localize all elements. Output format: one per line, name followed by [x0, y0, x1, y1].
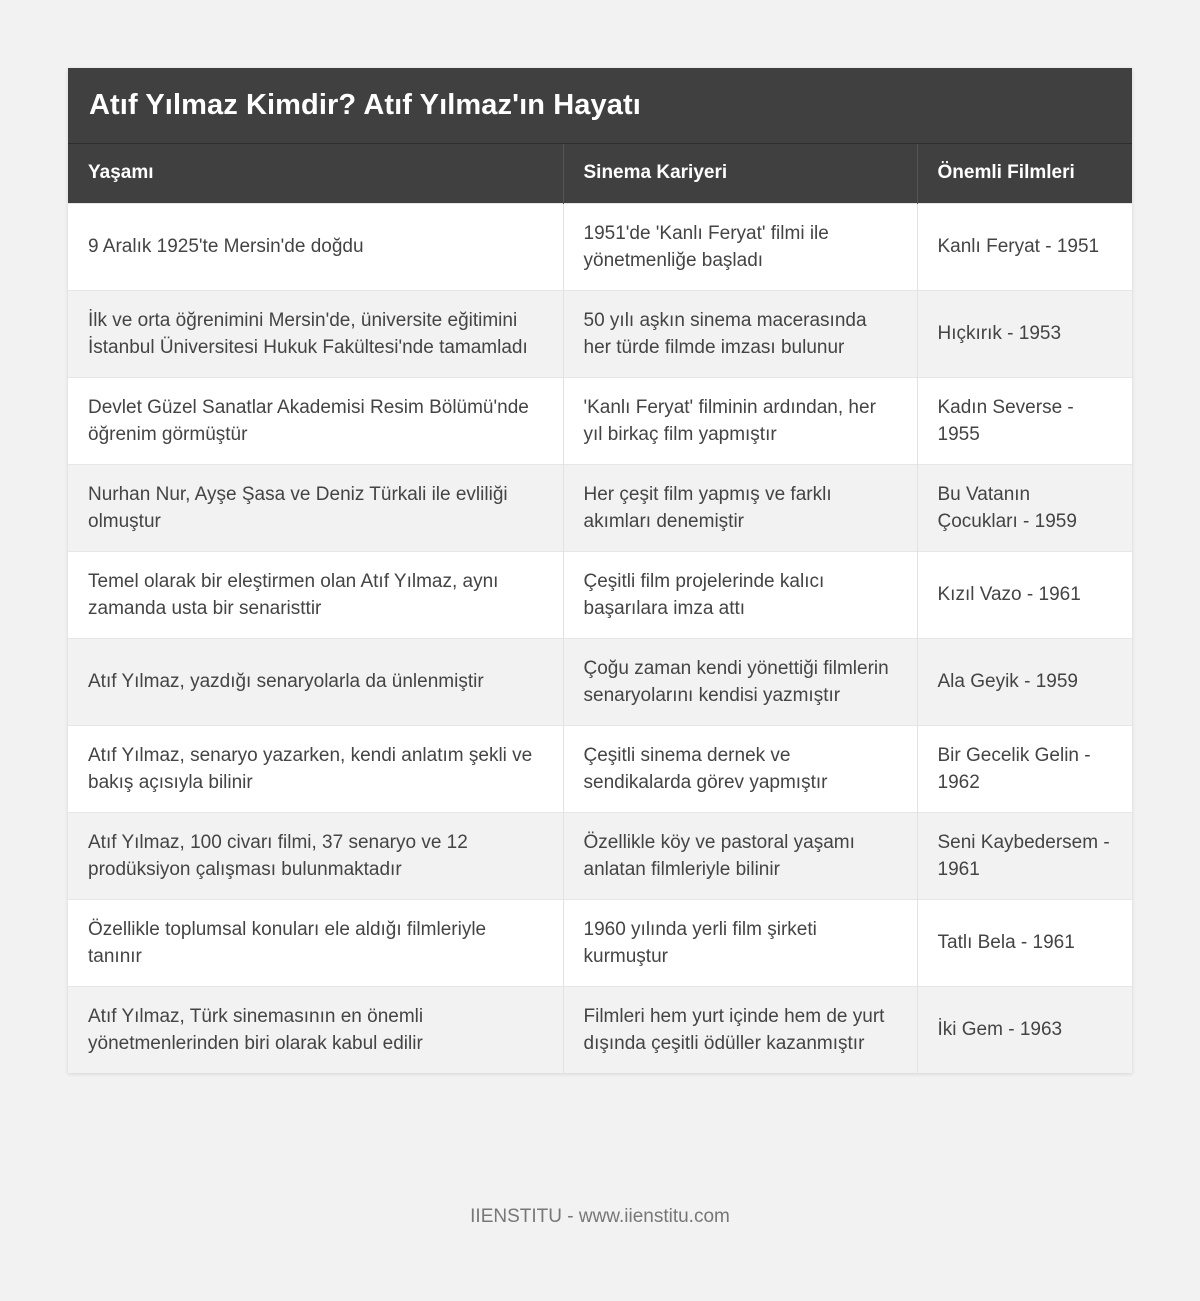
- cell-onemli-filmleri: Hıçkırık - 1953: [917, 290, 1132, 377]
- cell-yasami: 9 Aralık 1925'te Mersin'de doğdu: [68, 203, 563, 290]
- data-table: [68, 144, 1132, 1073]
- cell-onemli-filmleri: Kanlı Feryat - 1951: [917, 203, 1132, 290]
- table-header: [68, 144, 1132, 203]
- table-row: [68, 812, 1132, 899]
- cell-sinema-kariyeri: Çoğu zaman kendi yönettiği filmlerin senaryolarını kendisi yazmıştır: [563, 638, 917, 725]
- cell-sinema-kariyeri: 1951'de 'Kanlı Feryat' filmi ile yönetmenliğe başladı: [563, 203, 917, 290]
- cell-yasami: Atıf Yılmaz, yazdığı senaryolarla da ünlenmiştir: [68, 638, 563, 725]
- cell-sinema-kariyeri: 'Kanlı Feryat' filminin ardından, her yıl birkaç film yapmıştır: [563, 377, 917, 464]
- cell-yasami: Özellikle toplumsal konuları ele aldığı filmleriyle tanınır: [68, 899, 563, 986]
- cell-onemli-filmleri: Kızıl Vazo - 1961: [917, 551, 1132, 638]
- cell-onemli-filmleri: Seni Kaybedersem - 1961: [917, 812, 1132, 899]
- cell-yasami: İlk ve orta öğrenimini Mersin'de, üniversite eğitimini İstanbul Üniversitesi Hukuk Fakültesi'nde tamamladı: [68, 290, 563, 377]
- cell-sinema-kariyeri: 50 yılı aşkın sinema macerasında her türde filmde imzası bulunur: [563, 290, 917, 377]
- cell-onemli-filmleri: Tatlı Bela - 1961: [917, 899, 1132, 986]
- cell-yasami: Atıf Yılmaz, senaryo yazarken, kendi anlatım şekli ve bakış açısıyla bilinir: [68, 725, 563, 812]
- title-bar: [68, 68, 1132, 144]
- cell-sinema-kariyeri: Filmleri hem yurt içinde hem de yurt dışında çeşitli ödüller kazanmıştır: [563, 986, 917, 1073]
- column-header-yasami: Yaşamı: [68, 144, 563, 203]
- table-row: [68, 203, 1132, 290]
- table-row: [68, 377, 1132, 464]
- cell-onemli-filmleri: Bu Vatanın Çocukları - 1959: [917, 464, 1132, 551]
- cell-sinema-kariyeri: Çeşitli film projelerinde kalıcı başarılara imza attı: [563, 551, 917, 638]
- table-row: [68, 638, 1132, 725]
- cell-yasami: Atıf Yılmaz, 100 civarı filmi, 37 senaryo ve 12 prodüksiyon çalışması bulunmaktadır: [68, 812, 563, 899]
- cell-sinema-kariyeri: Çeşitli sinema dernek ve sendikalarda görev yapmıştır: [563, 725, 917, 812]
- table-row: [68, 725, 1132, 812]
- cell-onemli-filmleri: Kadın Severse - 1955: [917, 377, 1132, 464]
- cell-onemli-filmleri: Ala Geyik - 1959: [917, 638, 1132, 725]
- table-row: [68, 551, 1132, 638]
- cell-yasami: Atıf Yılmaz, Türk sinemasının en önemli yönetmenlerinden biri olarak kabul edilir: [68, 986, 563, 1073]
- cell-onemli-filmleri: Bir Gecelik Gelin - 1962: [917, 725, 1132, 812]
- cell-sinema-kariyeri: Özellikle köy ve pastoral yaşamı anlatan filmleriyle bilinir: [563, 812, 917, 899]
- table-row: [68, 290, 1132, 377]
- cell-sinema-kariyeri: Her çeşit film yapmış ve farklı akımları denemiştir: [563, 464, 917, 551]
- cell-onemli-filmleri: İki Gem - 1963: [917, 986, 1132, 1073]
- footer-credit: IIENSTITU - www.iienstitu.com: [470, 1206, 730, 1227]
- table-row: [68, 464, 1132, 551]
- cell-yasami: Devlet Güzel Sanatlar Akademisi Resim Bölümü'nde öğrenim görmüştür: [68, 377, 563, 464]
- table-row: [68, 986, 1132, 1073]
- table-body: [68, 203, 1132, 1073]
- page-title: Atıf Yılmaz Kimdir? Atıf Yılmaz'ın Hayatı: [89, 89, 641, 121]
- column-header-sinema-kariyeri: Sinema Kariyeri: [563, 144, 917, 203]
- column-header-onemli-filmleri: Önemli Filmleri: [917, 144, 1132, 203]
- header-row: [68, 144, 1132, 203]
- cell-yasami: Temel olarak bir eleştirmen olan Atıf Yılmaz, aynı zamanda usta bir senaristtir: [68, 551, 563, 638]
- table-row: [68, 899, 1132, 986]
- cell-sinema-kariyeri: 1960 yılında yerli film şirketi kurmuştur: [563, 899, 917, 986]
- cell-yasami: Nurhan Nur, Ayşe Şasa ve Deniz Türkali ile evliliği olmuştur: [68, 464, 563, 551]
- table-card: [68, 68, 1132, 1073]
